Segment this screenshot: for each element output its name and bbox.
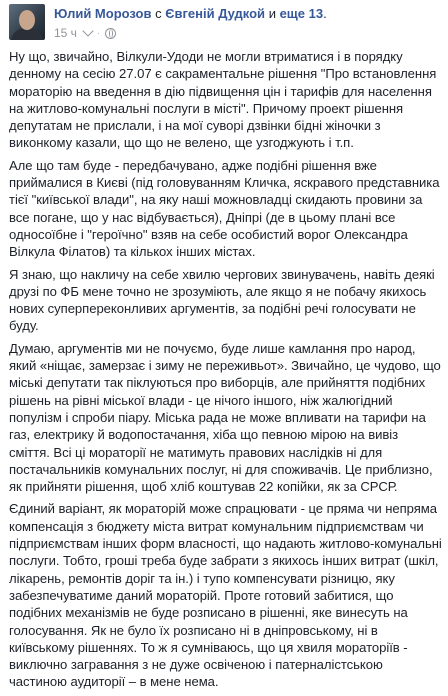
post-author-line [54, 6, 327, 21]
post-paragraph: Думаю, аргументів ми не почуємо, буде лише камлання про народ, який «ніщає, замерзає і зиму не переживьот». Звичайно, це чудово, що міські депутати так піклуються про виборців, але прийняття подібних рішень на рівні міської влади - це нічого іншого, ніж жалюгідний популізм і спроби піару. Міська рада не може впливати на тарифи на газ, електрику й водопостачання, хіба що певною мірою на вивіз сміття. Всі ці мораторії не матимуть правових наслідків ні для постачальників комунальних послуг, ні для споживачів. Це приблизно, як прийняти рішення, щоб хліб коштував 22 копійки, як за СРСР. [9, 340, 441, 495]
post-paragraph: Але що там буде - передбачувано, адже подібні рішення вже приймалися в Києві (під головуванням Кличка, яскравого представника тієї "київської влади", на яку наші можновладці скидають провини за все погане, що у нас відбувається), Дніпрі (де в цьому плані все односоїбне і "героїчно" взяв на себе особистий ворог Олександра Вілкула Філатов) та кількох інших містах. [9, 157, 440, 260]
chevron-down-icon[interactable] [82, 25, 93, 36]
and-word: и [268, 6, 276, 21]
separator-dot: · [96, 28, 100, 38]
post-paragraph: Ну що, звичайно, Вілкули-Удоди не могли втриматися і в порядку денному на сесію 27.07 є сакраментальне рішення "Про встановлення мораторію на введення в дію підвищення цін і тарифів для населення на житлово-комунальні послуги в місті". Причому проект рішення депутатам не прислали, і на мої суворі дзвінки бідні жіночки з виконкому казали, що що не велено, ще узгоджують і т.п. [9, 49, 437, 151]
author-avatar[interactable] [9, 4, 45, 40]
post-meta [54, 26, 116, 40]
post-header [0, 0, 448, 48]
with-word: с [155, 6, 162, 21]
post-paragraph: Я знаю, що накличу на себе хвилю чергових звинувачень, навіть деякі друзі по ФБ мене точно не зрозуміють, але якщо я не побачу якихось нових суперпереконливих аргументів, за подібні речі голосувати не буду. [9, 266, 435, 334]
globe-icon[interactable] [105, 28, 116, 39]
tagged-person-link[interactable]: Євгеній Дудкой [165, 6, 266, 21]
post-body [9, 48, 442, 696]
post-paragraph: Єдиний варіант, як мораторій може спрацювати - це пряма чи непряма компенсація з бюджету міста витрат комунальним підприємствам чи підприємствам інших форм власності, що надають житлово-комунальні послуги. Тобто, гроші треба буде забрати з якихось інших витрат (шкіл, лікарень, ремонтів доріг та ін.) і тупо компенсувати різницю, яку забезпечуватиме даний мораторій. Проте готовий забитися, що подібних механізмів не буде розписано в рішенні, яке винесуть на голосування. Як не було їх розписано ні в дніпровському, ні в київському рішеннях. То ж я сумніваюсь, що ця хвиля мораторіїв - виключно загравання з не дуже освіченою і патерналістською частиною аудиторії – в мене нема. [9, 501, 442, 690]
others-link[interactable]: еще 13 [279, 6, 324, 21]
author-name-link[interactable]: Юлий Морозов [54, 6, 152, 21]
post-timestamp[interactable]: 15 ч [54, 26, 77, 40]
avatar-face [19, 10, 35, 30]
others-suffix: . [323, 6, 327, 21]
